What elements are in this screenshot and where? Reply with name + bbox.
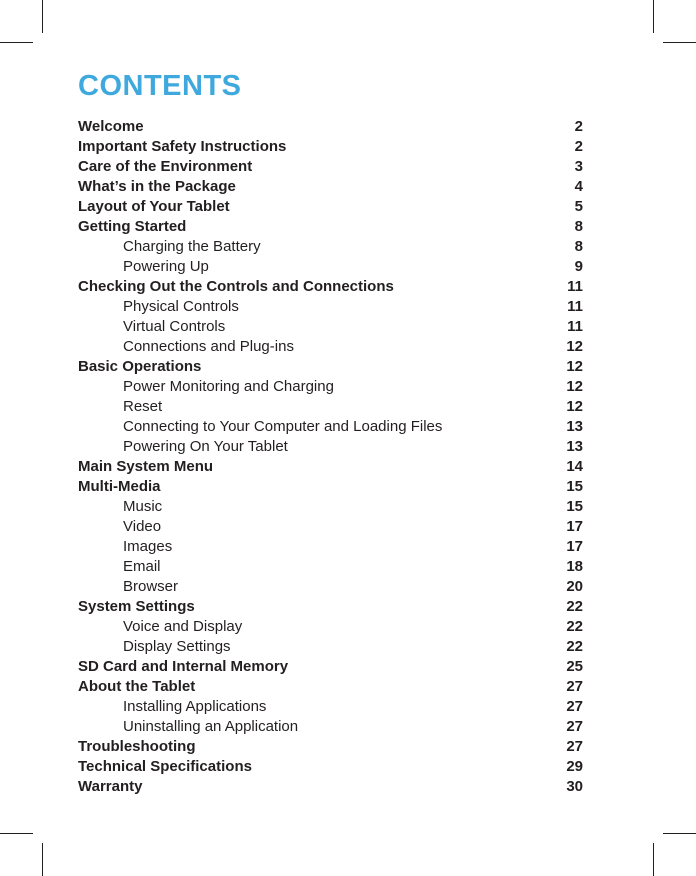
toc-subentry — [78, 717, 583, 737]
toc-subentry — [78, 697, 583, 717]
toc-subentry — [78, 317, 583, 337]
page-title: CONTENTS — [78, 70, 242, 102]
table-of-contents — [78, 117, 583, 797]
toc-entry-title: Powering On Your Tablet — [123, 438, 288, 455]
toc-subentry — [78, 537, 583, 557]
toc-entry — [78, 157, 583, 177]
toc-entry-title: Images — [123, 538, 173, 555]
toc-page-number: 5 — [574, 198, 583, 215]
toc-subentry — [78, 337, 583, 357]
toc-entry-title: Voice and Display — [123, 618, 243, 635]
toc-page-number: 15 — [566, 498, 583, 515]
toc-subentry — [78, 257, 583, 277]
toc-subentry — [78, 397, 583, 417]
toc-page-number: 12 — [566, 338, 583, 355]
toc-page-number: 2 — [574, 138, 583, 155]
toc-entry — [78, 177, 583, 197]
toc-entry-title: SD Card and Internal Memory — [78, 658, 289, 675]
toc-page-number: 11 — [567, 278, 583, 295]
toc-subentry — [78, 617, 583, 637]
toc-entry-title: Getting Started — [78, 218, 187, 235]
toc-entry-title: About the Tablet — [78, 678, 196, 695]
toc-entry — [78, 777, 583, 797]
toc-page-number: 27 — [566, 738, 583, 755]
toc-entry-title: Uninstalling an Application — [123, 718, 299, 735]
toc-page-number: 29 — [566, 758, 583, 775]
toc-entry — [78, 277, 583, 297]
toc-entry — [78, 757, 583, 777]
toc-entry-title: Installing Applications — [123, 698, 267, 715]
crop-mark-bottom-left-vertical — [42, 843, 43, 876]
toc-page-number: 18 — [566, 558, 583, 575]
toc-entry — [78, 657, 583, 677]
toc-entry-title: Important Safety Instructions — [78, 138, 287, 155]
toc-subentry — [78, 377, 583, 397]
toc-page-number: 3 — [574, 158, 583, 175]
toc-entry-title: Browser — [123, 578, 179, 595]
toc-entry-title: What’s in the Package — [78, 178, 236, 195]
toc-subentry — [78, 417, 583, 437]
toc-page-number: 27 — [566, 718, 583, 735]
toc-entry-title: Warranty — [78, 778, 143, 795]
toc-subentry — [78, 497, 583, 517]
toc-page-number: 9 — [574, 258, 583, 275]
toc-entry-title: Layout of Your Tablet — [78, 198, 230, 215]
toc-entry — [78, 457, 583, 477]
toc-page-number: 25 — [566, 658, 583, 675]
toc-entry — [78, 117, 583, 137]
toc-entry-title: Main System Menu — [78, 458, 214, 475]
toc-entry-title: Checking Out the Controls and Connections — [78, 278, 394, 295]
toc-page-number: 11 — [567, 298, 583, 315]
toc-subentry — [78, 577, 583, 597]
toc-entry-title: Troubleshooting — [78, 738, 196, 755]
crop-mark-top-right-horizontal — [663, 42, 696, 43]
crop-mark-top-left-horizontal — [0, 42, 33, 43]
toc-page-number: 4 — [574, 178, 583, 195]
toc-page-number: 12 — [566, 398, 583, 415]
toc-page-number: 15 — [566, 478, 583, 495]
toc-page-number: 13 — [566, 438, 583, 455]
toc-page-number: 30 — [566, 778, 583, 795]
toc-entry-title: Reset — [123, 398, 163, 415]
crop-mark-top-left-vertical — [42, 0, 43, 33]
toc-page-number: 14 — [566, 458, 583, 475]
toc-entry — [78, 357, 583, 377]
crop-mark-top-right-vertical — [653, 0, 654, 33]
toc-page-number: 8 — [574, 218, 583, 235]
toc-entry — [78, 477, 583, 497]
toc-page-number: 27 — [566, 678, 583, 695]
crop-mark-bottom-left-horizontal — [0, 833, 33, 834]
toc-subentry — [78, 297, 583, 317]
toc-entry — [78, 597, 583, 617]
toc-subentry — [78, 557, 583, 577]
toc-entry-title: Power Monitoring and Charging — [123, 378, 334, 395]
toc-subentry — [78, 517, 583, 537]
toc-entry-title: Multi-Media — [78, 478, 161, 495]
toc-entry — [78, 677, 583, 697]
toc-entry — [78, 137, 583, 157]
toc-page-number: 12 — [566, 358, 583, 375]
toc-entry-title: Connections and Plug-ins — [123, 338, 294, 355]
toc-page-number: 17 — [566, 518, 583, 535]
toc-page-number: 20 — [566, 578, 583, 595]
toc-entry-title: System Settings — [78, 598, 195, 615]
toc-subentry — [78, 637, 583, 657]
toc-page-number: 13 — [566, 418, 583, 435]
toc-page-number: 8 — [574, 238, 583, 255]
toc-entry-title: Virtual Controls — [123, 318, 226, 335]
toc-entry-title: Connecting to Your Computer and Loading Files — [123, 418, 443, 435]
toc-entry — [78, 217, 583, 237]
toc-page-number: 11 — [567, 318, 583, 335]
toc-page-number: 22 — [566, 598, 583, 615]
toc-page-number: 17 — [566, 538, 583, 555]
toc-entry-title: Welcome — [78, 118, 144, 135]
toc-subentry — [78, 237, 583, 257]
toc-page-number: 22 — [566, 638, 583, 655]
toc-entry-title: Basic Operations — [78, 358, 202, 375]
toc-entry-title: Music — [123, 498, 163, 515]
toc-entry-title: Email — [123, 558, 161, 575]
toc-entry-title: Charging the Battery — [123, 238, 261, 255]
toc-entry — [78, 197, 583, 217]
crop-mark-bottom-right-vertical — [653, 843, 654, 876]
toc-entry-title: Powering Up — [123, 258, 209, 275]
toc-page-number: 22 — [566, 618, 583, 635]
crop-mark-bottom-right-horizontal — [663, 833, 696, 834]
toc-page-number: 12 — [566, 378, 583, 395]
toc-entry-title: Display Settings — [123, 638, 231, 655]
toc-page-number: 27 — [566, 698, 583, 715]
toc-entry-title: Technical Specifications — [78, 758, 252, 775]
toc-entry-title: Care of the Environment — [78, 158, 253, 175]
toc-entry — [78, 737, 583, 757]
toc-entry-title: Video — [123, 518, 162, 535]
toc-entry-title: Physical Controls — [123, 298, 239, 315]
toc-subentry — [78, 437, 583, 457]
toc-page-number: 2 — [574, 118, 583, 135]
